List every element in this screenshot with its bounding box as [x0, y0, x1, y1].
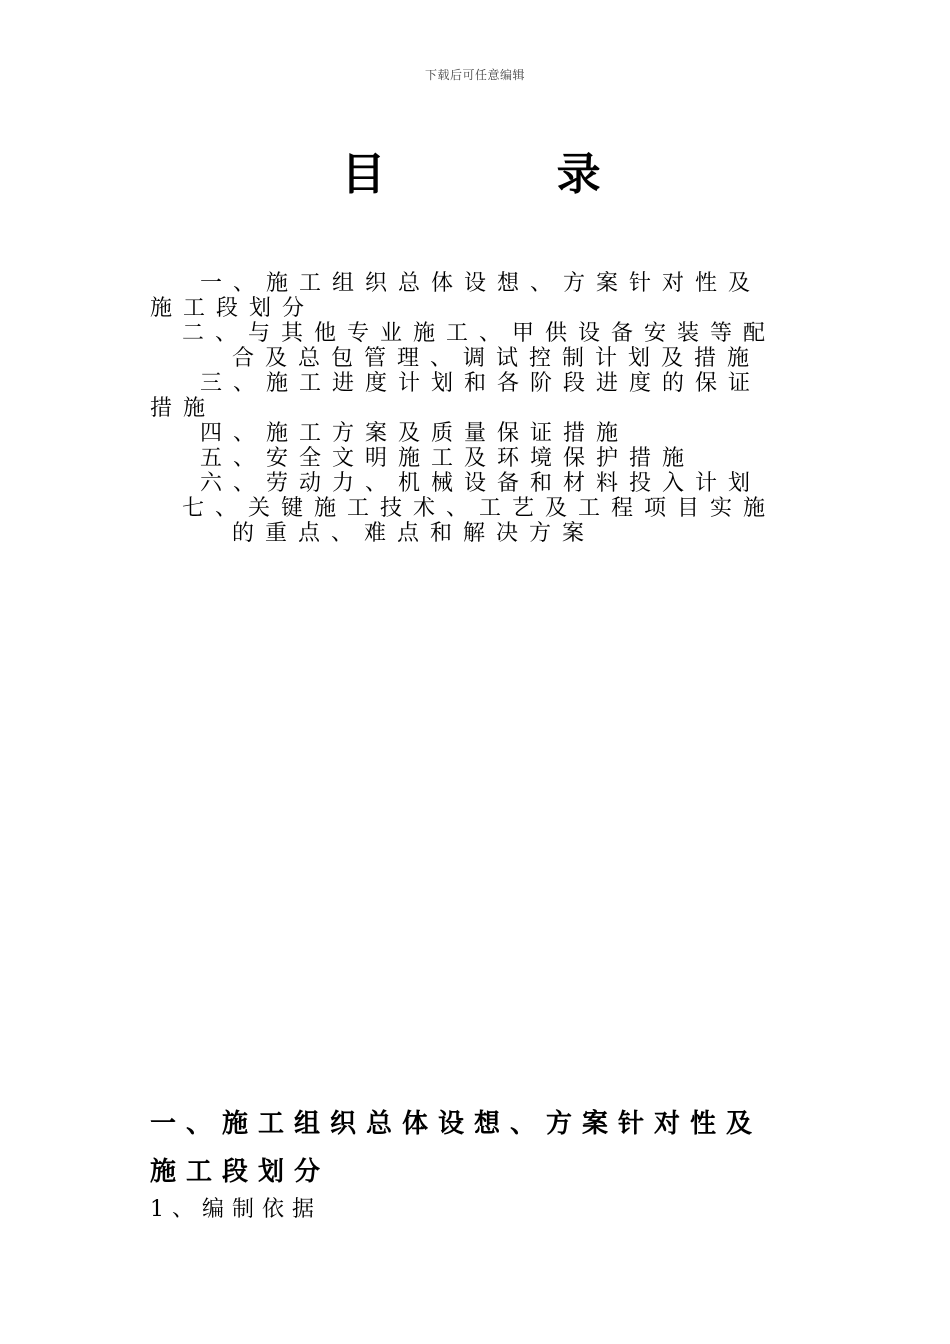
subsection-heading: 1、编制依据	[150, 1197, 322, 1222]
table-of-contents	[150, 271, 792, 546]
toc-item-5-text: 五、安全文明施工及环境保护措施	[200, 446, 696, 471]
section-heading: 一、施工组织总体设想、方案针对性及施工段划分	[150, 1109, 763, 1187]
header-note: 下载后可任意编辑	[424, 68, 525, 82]
toc-item-7[interactable]	[150, 496, 792, 546]
toc-item-4-text: 四、施工方案及质量保证措施	[200, 421, 630, 446]
toc-item-6-text: 六、劳动力、机械设备和材料投入计划	[200, 471, 762, 496]
toc-item-6[interactable]	[150, 471, 792, 496]
toc-item-1[interactable]	[150, 271, 792, 321]
toc-item-7-continuation: 的重点、难点和解决方案	[232, 521, 596, 546]
toc-item-3-text: 三、施工进度计划和各阶段进度的保证措施	[150, 371, 762, 421]
toc-item-3[interactable]	[150, 371, 792, 421]
toc-item-2-continuation: 合及总包管理、调试控制计划及措施	[232, 346, 761, 371]
toc-item-7-text: 七、关键施工技术、工艺及工程项目实施	[182, 496, 777, 521]
toc-item-5[interactable]	[150, 446, 792, 471]
toc-item-4[interactable]	[150, 421, 792, 446]
toc-item-1-text: 一、施工组织总体设想、方案针对性及施工段划分	[150, 271, 762, 321]
toc-item-2-text: 二、与其他专业施工、甲供设备安装等配	[182, 321, 777, 346]
toc-item-2[interactable]	[150, 321, 792, 371]
toc-title: 目 录	[341, 149, 679, 200]
